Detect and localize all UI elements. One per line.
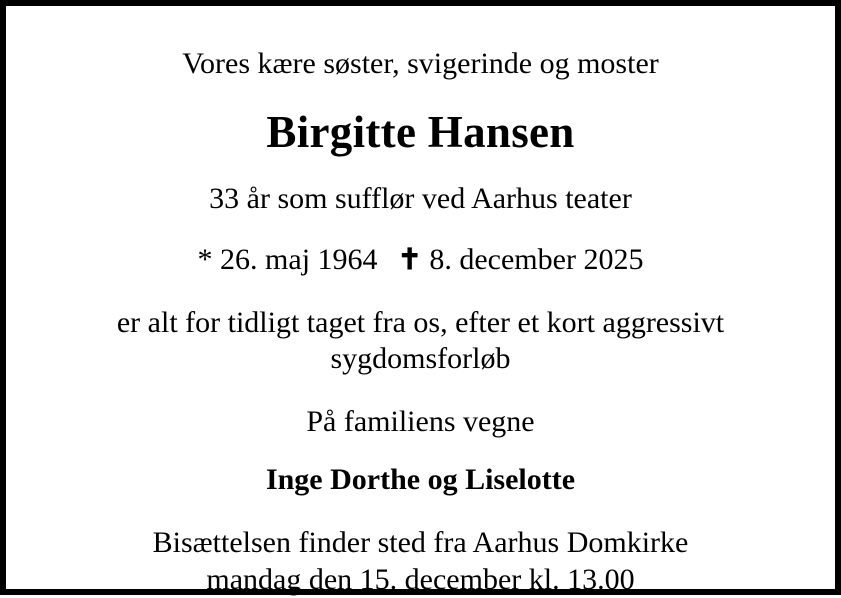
occupation-note: 33 år som sufflør ved Aarhus teater [209, 182, 632, 216]
cross-icon: ✝ [397, 244, 422, 277]
signers: Inge Dorthe og Liselotte [265, 463, 576, 497]
ceremony-time: mandag den 15. december kl. 13.00 [206, 562, 635, 596]
ceremony-details [54, 525, 787, 598]
on-behalf-of: På familiens vegne [306, 404, 535, 438]
life-dates [54, 242, 787, 279]
deceased-name: Birgitte Hansen [266, 106, 575, 157]
birth-date: * 26. maj 1964 [197, 243, 378, 277]
ceremony-location: Bisættelsen finder sted fra Aarhus Domkirke [152, 526, 689, 560]
relation-intro: Vores kære søster, svigerinde og moster [182, 47, 659, 80]
death-date: 8. december 2025 [429, 243, 644, 277]
passing-message: er alt for tidligt taget fra os, efter et kort aggressivt sygdomsforløb [116, 305, 725, 376]
